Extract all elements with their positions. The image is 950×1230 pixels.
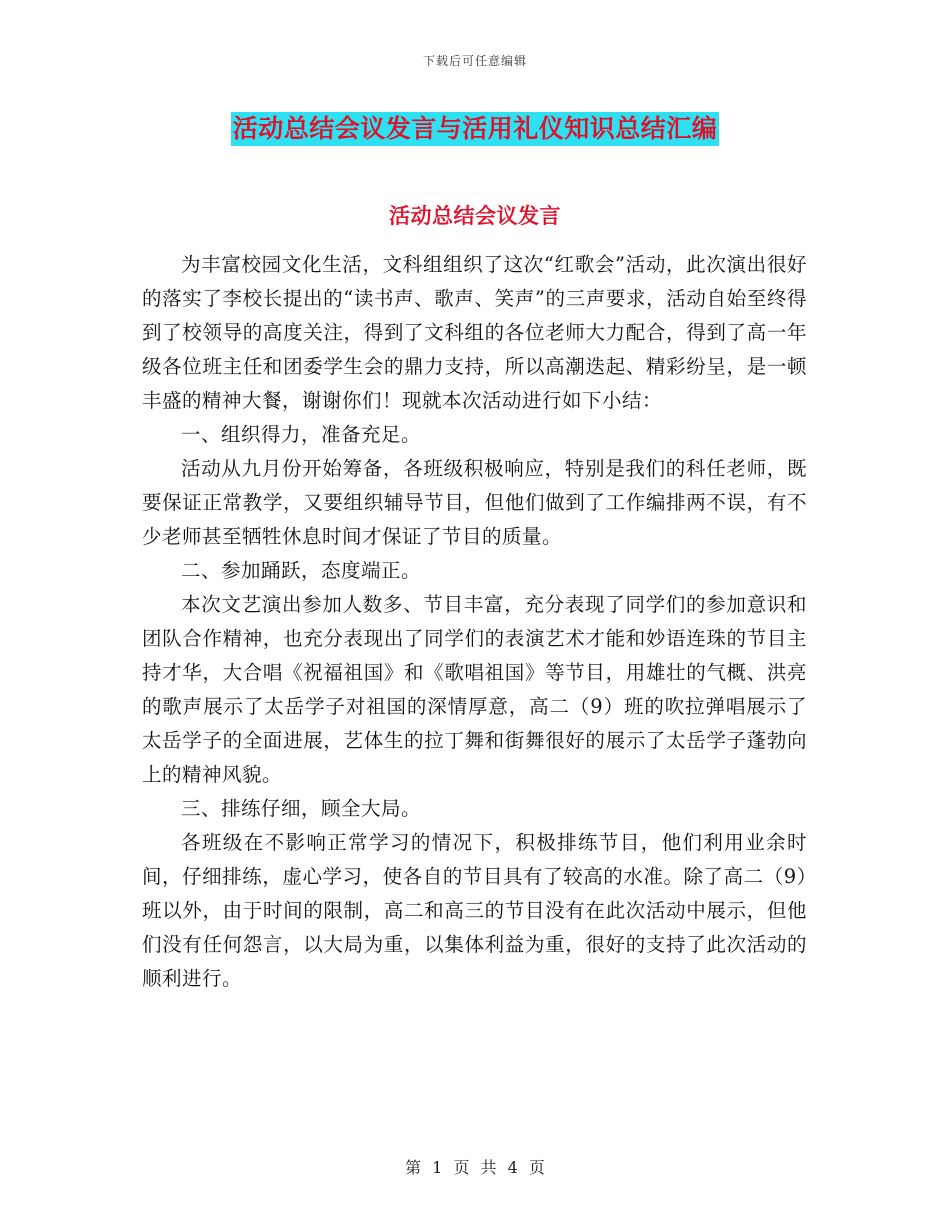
main-title-container bbox=[0, 112, 950, 146]
body-paragraph-2: 本次文艺演出参加人数多、节目丰富，充分表现了同学们的参加意识和团队合作精神，也充分表现出了同学们的表演艺术才能和妙语连珠的节目主持才华，大合唱《祝福祖国》和《歌唱祖国》等节目，用雄壮的气概、洪亮的歌声展示了太岳学子对祖国的深情厚意，高二（9）班的吹拉弹唱展示了太岳学子的全面进展，艺体生的拉丁舞和街舞很好的展示了太岳学子蓬勃向上的精神风貌。 bbox=[142, 593, 807, 786]
body-heading-2: 二、参加踊跃，态度端正。 bbox=[181, 559, 422, 582]
body-heading-3: 三、排练仔细，顾全大局。 bbox=[181, 797, 422, 820]
document-body bbox=[142, 248, 807, 996]
page-header-note: 下载后可任意编辑 bbox=[422, 54, 527, 68]
section-title: 活动总结会议发言 bbox=[389, 203, 561, 228]
body-heading-1: 一、组织得力，准备充足。 bbox=[181, 423, 422, 446]
page-footer-page-number: 第 1 页 共 4 页 bbox=[405, 1158, 545, 1177]
body-paragraph-3: 各班级在不影响正常学习的情况下，积极排练节目，他们利用业余时间，仔细排练，虚心学习，使各自的节目具有了较高的水准。除了高二（9）班以外，由于时间的限制，高二和高三的节目没有在此次活动中展示，但他们没有任何怨言，以大局为重，以集体利益为重，很好的支持了此次活动的顺利进行。 bbox=[142, 831, 807, 990]
document-main-title: 活动总结会议发言与活用礼仪知识总结汇编 bbox=[231, 112, 720, 146]
body-paragraph-intro: 为丰富校园文化生活，文科组组织了这次“红歌会”活动，此次演出很好的落实了李校长提出的“读书声、歌声、笑声”的三声要求，活动自始至终得到了校领导的高度关注，得到了文科组的各位老师大力配合，得到了高一年级各位班主任和团委学生会的鼎力支持，所以高潮迭起、精彩纷呈，是一顿丰盛的精神大餐，谢谢你们！现就本次活动进行如下小结： bbox=[142, 253, 807, 412]
body-paragraph-1: 活动从九月份开始筹备，各班级积极响应，特别是我们的科任老师，既要保证正常教学，又要组织辅导节目，但他们做到了工作编排两不误，有不少老师甚至牺牲休息时间才保证了节目的质量。 bbox=[142, 457, 807, 548]
